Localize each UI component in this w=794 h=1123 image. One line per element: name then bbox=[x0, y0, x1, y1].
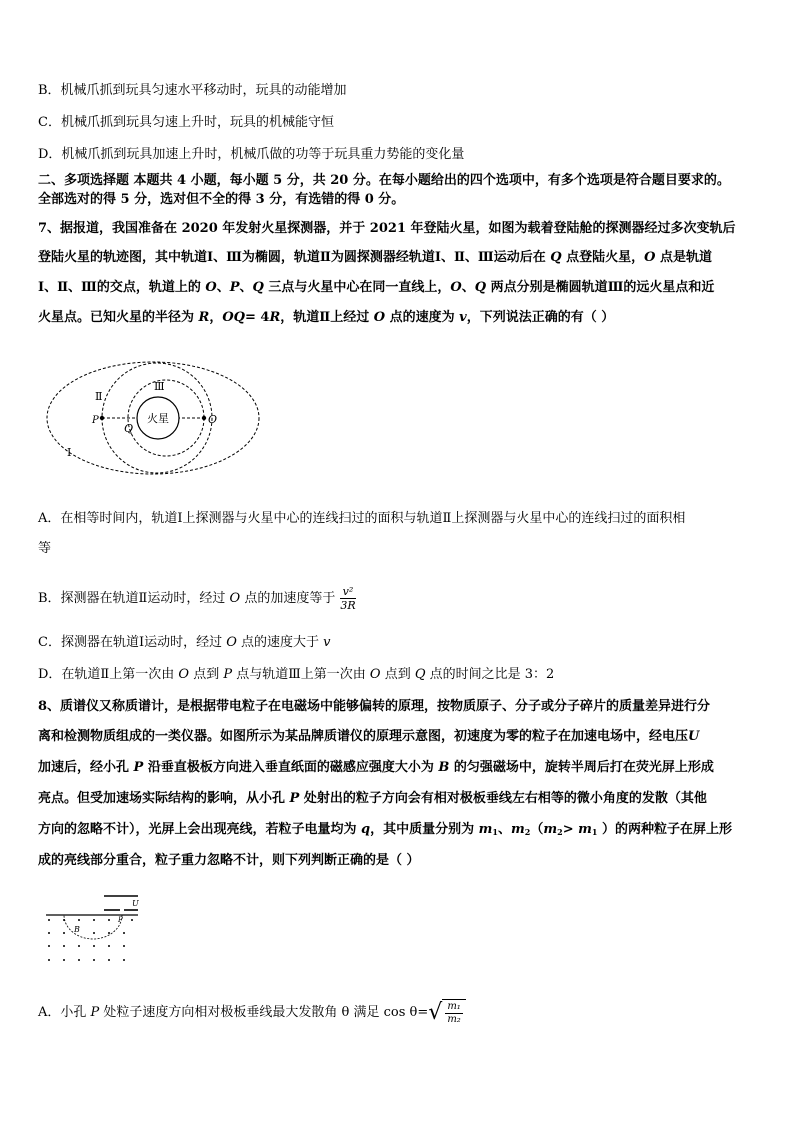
label-q: Q bbox=[124, 422, 134, 435]
q7-option-d: D．在轨道Ⅱ上第一次由 O 点到 P 点与轨道Ⅲ上第一次由 O 点到 Q 点的时间之比是 3：2 bbox=[38, 667, 555, 682]
q7-stem-line3: Ⅰ、Ⅱ、Ⅲ的交点，轨道上的 O、P、Q 三点与火星中心在同一直线上，O、Q 两点分别是椭圆轨道Ⅲ的远火星点和近 bbox=[38, 280, 715, 295]
label-p: P bbox=[92, 415, 99, 426]
q8-option-a: A．小孔 P 处粒子速度方向相对极板垂线最大发散角 θ 满足 cos θ= √ m₁ m₂ bbox=[38, 998, 764, 1028]
label-orbit-iii: Ⅲ bbox=[154, 380, 165, 393]
q7-option-c: C．探测器在轨道Ⅰ运动时，经过 O 点的速度大于 v bbox=[38, 635, 331, 650]
section2-instruction-line1: 二、多项选择题 本题共 4 小题，每小题 5 分，共 20 分。在每小题给出的四个选项中，有多个选项是符合题目要求的。 bbox=[38, 173, 730, 188]
q8-stem-line2: 离和检测物质组成的一类仪器。如图所示为某品牌质谱仪的原理示意图，初速度为零的粒子在加速电场中，经电压U bbox=[38, 729, 700, 744]
q7-stem-line2: 登陆火星的轨迹图，其中轨道Ⅰ、Ⅲ为椭圆，轨道Ⅱ为圆探测器经轨道Ⅰ、Ⅱ、Ⅲ运动后在 Q 点登陆火星，O 点是轨道 bbox=[38, 250, 712, 265]
q7-stem-line4: 火星点。已知火星的半径为 R，OQ= 4R，轨道Ⅱ上经过 O 点的速度为 v，下列说法正确的有（ ） bbox=[38, 310, 615, 325]
q8-stem-line5: 方向的忽略不计），光屏上会出现亮线，若粒子电量均为 q，其中质量分别为 $m_1$、$m_2(m_2> m_1$ ）的两种粒子在屏上形 bbox=[38, 822, 733, 837]
point-p-dot bbox=[100, 416, 104, 420]
q6-option-c: C．机械爪抓到玩具匀速上升时，玩具的机械能守恒 bbox=[38, 115, 334, 130]
q8-mass-spectrometer-figure bbox=[44, 893, 144, 965]
q8-stem-line1: 8、质谱仪又称质谱计，是根据带电粒子在电磁场中能够偏转的原理，按物质原子、分子或分子碎片的质量差异进行分 bbox=[38, 699, 711, 714]
q8-stem-line3: 加速后，经小孔 P 沿垂直极板方向进入垂直纸面的磁感应强度大小为 B 的匀强磁场中，旋转半周后打在荧光屏上形成 bbox=[38, 760, 714, 775]
point-o-dot bbox=[202, 416, 206, 420]
q7-option-a-line1: A．在相等时间内，轨道Ⅰ上探测器与火星中心的连线扫过的面积与轨道Ⅱ上探测器与火星中心的连线扫过的面积相 bbox=[38, 511, 686, 526]
label-o: O bbox=[208, 413, 218, 426]
label-orbit-i: Ⅰ bbox=[67, 446, 72, 459]
q6-option-d: D．机械爪抓到玩具加速上升时，机械爪做的功等于玩具重力势能的变化量 bbox=[38, 147, 465, 162]
q8-stem-line6: 成的亮线部分重合，粒子重力忽略不计，则下列判断正确的是（ ） bbox=[38, 853, 420, 868]
q7-orbit-figure bbox=[40, 338, 280, 478]
section2-instruction-line2: 全部选对的得 5 分，选对但不全的得 3 分，有选错的得 0 分。 bbox=[38, 192, 405, 207]
q7-option-b: B．探测器在轨道Ⅱ运动时，经过 O 点的加速度等于 $\frac{\text{v²}}{3R}$ bbox=[38, 585, 764, 612]
q6-option-b: B．机械爪抓到玩具匀速水平移动时，玩具的动能增加 bbox=[38, 83, 347, 98]
label-u: U bbox=[132, 899, 139, 908]
particle-trajectory bbox=[64, 915, 122, 939]
mars-label: 火星 bbox=[147, 412, 169, 425]
q7-option-a-line2: 等 bbox=[38, 541, 52, 556]
sqrt-m1-over-m2: √ m₁ m₂ bbox=[428, 999, 466, 1027]
label-p-hole: P bbox=[118, 916, 123, 924]
q7-stem-line1: 7、据报道，我国准备在 2020 年发射火星探测器，并于 2021 年登陆火星，如图为载着登陆舱的探测器经过多次变轨后 bbox=[38, 221, 736, 236]
magnetic-field-dots bbox=[48, 919, 133, 961]
q8-stem-line4: 亮点。但受加速场实际结构的影响，从小孔 P 处射出的粒子方向会有相对极板垂线左右相等的微小角度的发散（其他 bbox=[38, 791, 707, 806]
label-orbit-ii: Ⅱ bbox=[95, 390, 103, 403]
label-b: B bbox=[74, 925, 80, 934]
fraction-v2-over-3r: $\frac{\text{v²}}{3R}$ bbox=[340, 585, 356, 612]
